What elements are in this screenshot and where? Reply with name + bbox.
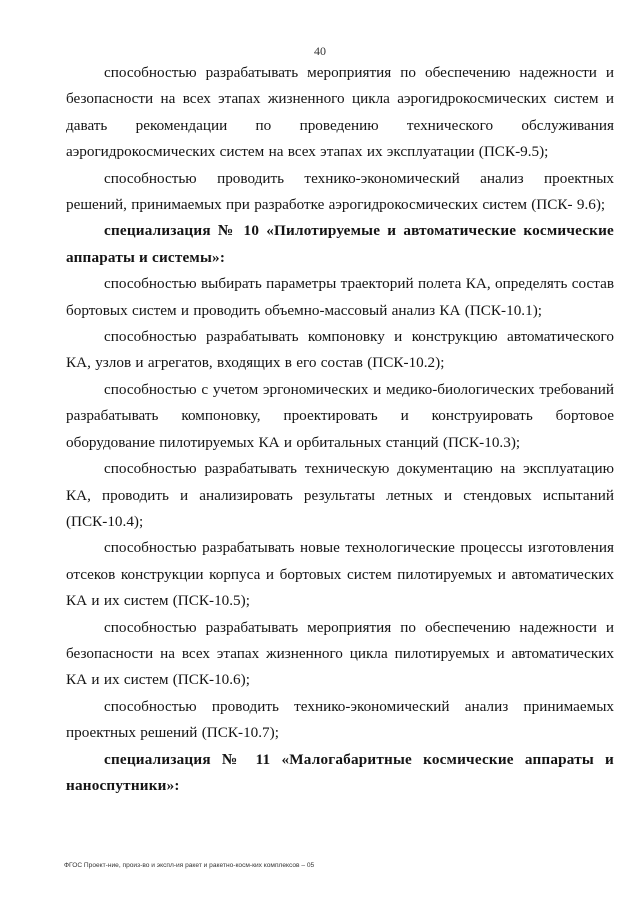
paragraph-psk-10-7: способностью проводить технико-экономический анализ принимаемых проектных решений (ПСК-10.7);: [66, 697, 614, 742]
paragraph-psk-10-1: способностью выбирать параметры траекторий полета КА, определять состав бортовых систем и проводить объемно-массовый анализ КА (ПСК-10.1);: [66, 275, 614, 319]
paragraph-psk-10-6: способностью разрабатывать мероприятия по обеспечению надежности и безопасности на всех этапах жизненного цикла пилотируемых и автоматических КА и их систем (ПСК-10.6);: [66, 618, 614, 689]
specialization-10-heading: специализация № 10 «Пилотируемые и автоматические космические аппараты и системы»:: [66, 222, 614, 266]
paragraph-psk-10-2: способностью разрабатывать компоновку и конструкцию автоматического КА, узлов и агрегатов, входящих в его состав (ПСК-10.2);: [66, 328, 614, 372]
page-footer: ФГОС Проект-ние, произ-во и экспл-ия ракет и ракетно-косм-ких комплексов – 05: [64, 862, 315, 869]
page-number: 40: [314, 44, 326, 58]
specialization-11-heading: специализация № 11 «Малогабаритные космические аппараты и наноспутники»:: [66, 750, 614, 794]
paragraph-psk-10-5: способностью разрабатывать новые технологические процессы изготовления отсеков конструкции корпуса и бортовых систем пилотируемых и автоматических КА и их систем (ПСК-10.5);: [66, 539, 614, 610]
paragraph-psk-9-5: способностью разрабатывать мероприятия по обеспечению надежности и безопасности на всех этапах жизненного цикла аэрогидрокосмических систем и давать рекомендации по проведению технического обслуживания аэрогидрокосмических систем на всех этапах их эксплуатации (ПСК-9.5);: [66, 64, 614, 161]
paragraph-psk-9-6: способностью проводить технико-экономический анализ проектных решений, принимаемых при разработке аэрогидрокосмических систем (ПСК- 9.6);: [66, 169, 614, 214]
paragraph-psk-10-3: способностью с учетом эргономических и медико-биологических требований разрабатывать компоновку, проектировать и конструировать бортовое оборудование пилотируемых КА и орбитальных станций (ПСК-10.3);: [66, 380, 614, 451]
document-body: [66, 60, 614, 799]
paragraph-psk-10-4: способностью разрабатывать техническую документацию на эксплуатацию КА, проводить и анализировать результаты летных и стендовых испытаний (ПСК-10.4);: [66, 460, 614, 530]
